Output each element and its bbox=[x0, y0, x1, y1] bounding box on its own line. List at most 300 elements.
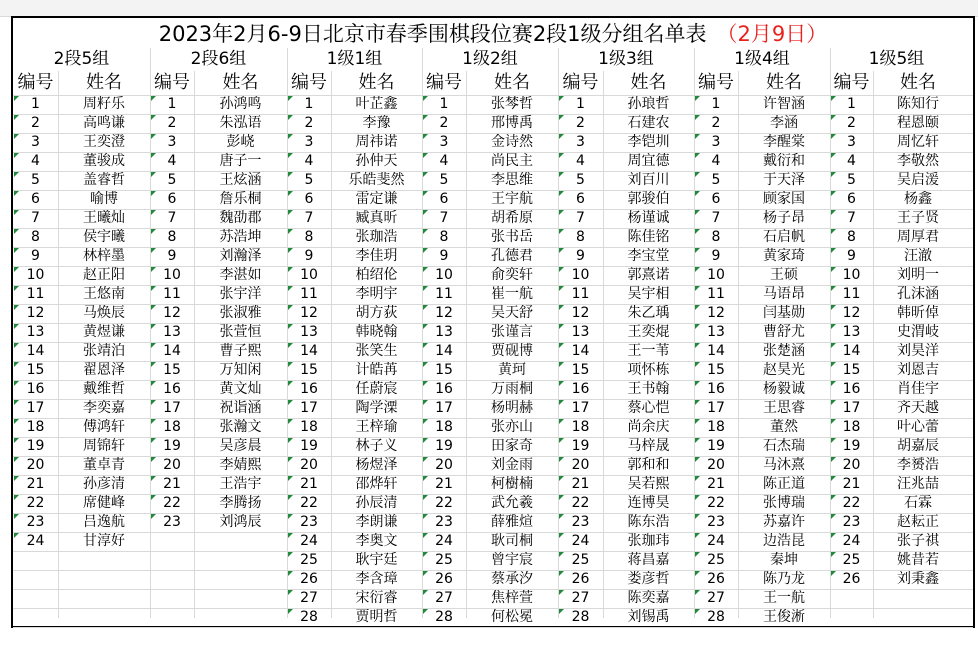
player-number: 5 bbox=[576, 172, 585, 188]
player-number: 11 bbox=[707, 286, 725, 302]
player-name: 李婧熙 bbox=[219, 457, 262, 473]
player-name: 孙鸿鸣 bbox=[219, 96, 262, 112]
player-name: 周籽乐 bbox=[83, 96, 125, 112]
table-row bbox=[558, 570, 694, 589]
player-number: 18 bbox=[707, 419, 725, 435]
player-number: 4 bbox=[711, 153, 721, 169]
player-number: 13 bbox=[435, 324, 453, 340]
table-row bbox=[422, 285, 558, 304]
table-row bbox=[558, 133, 694, 152]
table-row bbox=[287, 114, 422, 133]
table-row bbox=[694, 456, 830, 475]
player-name: 杨谨诚 bbox=[627, 210, 670, 226]
row-gridline bbox=[13, 266, 973, 267]
player-name: 闫基勋 bbox=[763, 305, 805, 321]
player-name: 马沐熹 bbox=[763, 457, 805, 473]
player-name: 郭和和 bbox=[627, 457, 670, 473]
player-number: 21 bbox=[163, 476, 181, 492]
table-row bbox=[13, 133, 150, 152]
player-name: 杨子昂 bbox=[763, 210, 805, 226]
table-row bbox=[287, 285, 422, 304]
table-row bbox=[558, 266, 694, 285]
table-row bbox=[13, 266, 150, 285]
player-name: 王宇航 bbox=[491, 191, 533, 207]
player-number: 3 bbox=[304, 134, 314, 150]
table-row bbox=[287, 247, 422, 266]
table-row bbox=[694, 209, 830, 228]
player-name: 何松冕 bbox=[491, 609, 533, 625]
table-row bbox=[694, 399, 830, 418]
row-gridline bbox=[13, 304, 973, 305]
player-name: 韩昕倬 bbox=[897, 305, 939, 321]
player-number: 25 bbox=[707, 552, 725, 568]
player-number: 7 bbox=[439, 210, 449, 226]
player-number: 7 bbox=[31, 210, 40, 226]
player-name: 吴天舒 bbox=[491, 305, 533, 321]
column-header-name: 姓名 bbox=[86, 72, 122, 93]
table-row bbox=[422, 323, 558, 342]
player-number: 7 bbox=[847, 210, 856, 226]
table-row bbox=[694, 380, 830, 399]
table-row bbox=[558, 532, 694, 551]
player-name: 孔沫涵 bbox=[897, 286, 939, 302]
player-number: 6 bbox=[439, 191, 449, 207]
player-number: 6 bbox=[167, 191, 177, 207]
player-name: 张棽哲 bbox=[491, 96, 533, 112]
player-number: 2 bbox=[576, 115, 585, 131]
column-header-number: 编号 bbox=[833, 72, 870, 93]
player-name: 姚昔若 bbox=[897, 552, 939, 568]
player-name: 张瀚文 bbox=[219, 419, 262, 435]
player-number: 1 bbox=[167, 96, 177, 112]
player-number: 3 bbox=[576, 134, 585, 150]
player-name: 苏嘉许 bbox=[763, 514, 805, 530]
player-number: 21 bbox=[571, 476, 590, 492]
table-row bbox=[13, 361, 150, 380]
player-number: 14 bbox=[435, 343, 453, 359]
table-row bbox=[694, 228, 830, 247]
player-number: 9 bbox=[847, 248, 856, 264]
table-row bbox=[830, 380, 963, 399]
player-name: 柯樹楠 bbox=[491, 476, 533, 492]
table-row bbox=[558, 285, 694, 304]
table-row bbox=[694, 114, 830, 133]
player-name: 吕逸航 bbox=[83, 514, 125, 530]
player-name: 朱乙瑀 bbox=[627, 305, 670, 321]
player-name: 薛雅煊 bbox=[491, 514, 533, 530]
player-number: 26 bbox=[842, 571, 861, 587]
player-number: 17 bbox=[571, 400, 590, 416]
player-number: 28 bbox=[300, 609, 318, 625]
table-row bbox=[150, 266, 287, 285]
player-number: 3 bbox=[847, 134, 856, 150]
player-number: 7 bbox=[576, 210, 585, 226]
table-row bbox=[150, 437, 287, 456]
table-row bbox=[150, 494, 287, 513]
player-name: 刘秉鑫 bbox=[897, 571, 939, 587]
column-header-number: 编号 bbox=[562, 72, 599, 93]
player-name: 李含璋 bbox=[355, 571, 398, 587]
player-name: 黄家琦 bbox=[763, 248, 805, 264]
spreadsheet-bottom-strip bbox=[0, 628, 978, 655]
table-row bbox=[150, 342, 287, 361]
row-gridline bbox=[13, 475, 973, 476]
player-number: 3 bbox=[711, 134, 721, 150]
table-row bbox=[694, 513, 830, 532]
player-number: 2 bbox=[711, 115, 721, 131]
player-number: 11 bbox=[842, 286, 861, 302]
player-name: 盖睿哲 bbox=[83, 172, 125, 188]
column-header-name: 姓名 bbox=[630, 72, 667, 93]
table-row bbox=[558, 437, 694, 456]
player-name: 周宜德 bbox=[627, 153, 670, 169]
player-number: 15 bbox=[571, 362, 590, 378]
player-name: 李湛如 bbox=[219, 267, 262, 283]
player-number: 26 bbox=[707, 571, 725, 587]
player-number: 19 bbox=[842, 438, 861, 454]
table-row bbox=[422, 399, 558, 418]
player-name: 张子祺 bbox=[897, 533, 939, 549]
player-name: 黄煜谦 bbox=[83, 324, 125, 340]
player-name: 尚民主 bbox=[491, 153, 533, 169]
player-name: 孙辰清 bbox=[355, 495, 398, 511]
player-number: 5 bbox=[31, 172, 40, 188]
player-name: 张珈玮 bbox=[627, 533, 670, 549]
player-name: 许智涵 bbox=[763, 96, 805, 112]
table-row bbox=[694, 551, 830, 570]
row-gridline bbox=[13, 152, 973, 153]
table-row bbox=[13, 152, 150, 171]
player-name: 柏绍伦 bbox=[355, 267, 398, 283]
player-number: 8 bbox=[31, 229, 40, 245]
table-row bbox=[558, 209, 694, 228]
player-name: 王浩宇 bbox=[219, 476, 262, 492]
table-row bbox=[422, 380, 558, 399]
player-name: 黄文灿 bbox=[219, 381, 262, 397]
player-number: 24 bbox=[842, 533, 861, 549]
table-row bbox=[150, 418, 287, 437]
table-row bbox=[422, 95, 558, 114]
player-number: 2 bbox=[304, 115, 314, 131]
table-row bbox=[830, 190, 963, 209]
table-row bbox=[422, 532, 558, 551]
player-name: 陈奕嘉 bbox=[627, 590, 670, 606]
table-row bbox=[150, 380, 287, 399]
table-row bbox=[13, 190, 150, 209]
table-row bbox=[558, 171, 694, 190]
player-number: 9 bbox=[576, 248, 585, 264]
player-name: 杨毅诚 bbox=[763, 381, 805, 397]
player-number: 14 bbox=[842, 343, 861, 359]
player-number: 23 bbox=[163, 514, 181, 530]
player-name: 郭骏伯 bbox=[627, 191, 670, 207]
player-number: 4 bbox=[576, 153, 585, 169]
player-name: 石霖 bbox=[904, 495, 932, 511]
player-name: 叶芷鑫 bbox=[355, 96, 398, 112]
table-row bbox=[830, 456, 963, 475]
player-name: 刘百川 bbox=[627, 172, 670, 188]
table-row bbox=[287, 494, 422, 513]
roster-table bbox=[11, 16, 975, 628]
player-number: 6 bbox=[31, 191, 40, 207]
row-gridline bbox=[13, 380, 973, 381]
player-number: 28 bbox=[571, 609, 590, 625]
column-header-name: 姓名 bbox=[222, 72, 259, 93]
player-name: 计皓苒 bbox=[355, 362, 398, 378]
table-row bbox=[558, 114, 694, 133]
player-name: 张萱恒 bbox=[219, 324, 262, 340]
player-number: 10 bbox=[435, 267, 453, 283]
player-name: 张楚涵 bbox=[763, 343, 805, 359]
table-row bbox=[422, 570, 558, 589]
player-name: 祝诣涵 bbox=[219, 400, 262, 416]
table-row bbox=[13, 380, 150, 399]
player-number: 21 bbox=[842, 476, 861, 492]
player-number: 22 bbox=[842, 495, 861, 511]
player-number: 20 bbox=[435, 457, 453, 473]
row-gridline bbox=[13, 342, 973, 343]
player-name: 张淑雅 bbox=[219, 305, 262, 321]
player-number: 17 bbox=[435, 400, 453, 416]
player-name: 李赟浩 bbox=[897, 457, 939, 473]
player-number: 9 bbox=[711, 248, 721, 264]
player-name: 邵烨轩 bbox=[355, 476, 398, 492]
table-row bbox=[287, 171, 422, 190]
player-number: 24 bbox=[707, 533, 725, 549]
player-name: 王书翰 bbox=[627, 381, 670, 397]
table-row bbox=[13, 323, 150, 342]
player-name: 陈乃龙 bbox=[763, 571, 805, 587]
player-name: 叶心蕾 bbox=[897, 419, 939, 435]
column-header-name: 姓名 bbox=[494, 72, 530, 93]
player-number: 1 bbox=[304, 96, 314, 112]
player-number: 11 bbox=[571, 286, 590, 302]
player-name: 张珈浩 bbox=[355, 229, 398, 245]
table-row bbox=[150, 228, 287, 247]
table-row bbox=[558, 456, 694, 475]
player-number: 10 bbox=[26, 267, 45, 283]
player-name: 王一苇 bbox=[627, 343, 670, 359]
player-number: 25 bbox=[571, 552, 590, 568]
table-row bbox=[558, 342, 694, 361]
player-name: 史渭岐 bbox=[897, 324, 939, 340]
player-name: 王子贤 bbox=[897, 210, 939, 226]
player-number: 13 bbox=[707, 324, 725, 340]
table-row bbox=[13, 513, 150, 532]
player-name: 彭峣 bbox=[226, 134, 255, 150]
player-name: 周厚君 bbox=[897, 229, 939, 245]
table-row bbox=[287, 418, 422, 437]
table-row bbox=[558, 608, 694, 627]
player-number: 26 bbox=[300, 571, 318, 587]
player-number: 10 bbox=[163, 267, 181, 283]
player-name: 焦梓萱 bbox=[491, 590, 533, 606]
player-number: 11 bbox=[163, 286, 181, 302]
player-number: 24 bbox=[26, 533, 45, 549]
table-row bbox=[287, 304, 422, 323]
player-name: 汪澈 bbox=[904, 248, 932, 264]
table-row bbox=[422, 304, 558, 323]
player-number: 10 bbox=[707, 267, 725, 283]
player-name: 俞奕轩 bbox=[491, 267, 533, 283]
player-number: 3 bbox=[31, 134, 40, 150]
player-name: 曹舒尤 bbox=[763, 324, 805, 340]
player-number: 12 bbox=[300, 305, 318, 321]
player-number: 8 bbox=[439, 229, 449, 245]
table-row bbox=[13, 285, 150, 304]
table-row bbox=[13, 228, 150, 247]
table-row bbox=[830, 228, 963, 247]
player-name: 王硕 bbox=[770, 267, 798, 283]
table-row bbox=[830, 418, 963, 437]
player-name: 项怀栋 bbox=[627, 362, 670, 378]
table-row bbox=[558, 95, 694, 114]
group-name: 2段5组 bbox=[53, 49, 110, 69]
column-header-number: 编号 bbox=[698, 72, 734, 93]
group-name: 1级1组 bbox=[326, 49, 383, 69]
table-row bbox=[830, 399, 963, 418]
table-row bbox=[422, 266, 558, 285]
player-number: 9 bbox=[31, 248, 40, 264]
player-number: 27 bbox=[707, 590, 725, 606]
row-gridline bbox=[13, 209, 973, 210]
table-row bbox=[694, 190, 830, 209]
player-number: 12 bbox=[707, 305, 725, 321]
player-number: 13 bbox=[26, 324, 45, 340]
column-header-number: 编号 bbox=[426, 72, 462, 93]
player-number: 28 bbox=[435, 609, 453, 625]
player-number: 12 bbox=[163, 305, 181, 321]
player-name: 耿司桐 bbox=[491, 533, 533, 549]
player-name: 王曦灿 bbox=[83, 210, 125, 226]
table-row bbox=[830, 114, 963, 133]
table-row bbox=[558, 323, 694, 342]
player-name: 蔡承汐 bbox=[491, 571, 533, 587]
player-number: 2 bbox=[167, 115, 177, 131]
table-row bbox=[694, 266, 830, 285]
table-row bbox=[287, 361, 422, 380]
player-name: 胡嘉辰 bbox=[897, 438, 939, 454]
player-name: 石启帆 bbox=[763, 229, 805, 245]
title-text: 2023年2月6-9日北京市春季围棋段位赛2段1级分组名单表 bbox=[158, 22, 707, 46]
player-name: 乐皓斐然 bbox=[348, 172, 405, 188]
player-number: 6 bbox=[847, 191, 856, 207]
table-row bbox=[830, 494, 963, 513]
player-number: 27 bbox=[435, 590, 453, 606]
table-row bbox=[287, 570, 422, 589]
table-row bbox=[558, 190, 694, 209]
player-name: 连博昊 bbox=[627, 495, 670, 511]
player-name: 王俊淅 bbox=[763, 609, 805, 625]
player-number: 10 bbox=[300, 267, 318, 283]
player-number: 1 bbox=[439, 96, 449, 112]
table-row bbox=[694, 475, 830, 494]
player-name: 陈正道 bbox=[763, 476, 805, 492]
table-row bbox=[150, 285, 287, 304]
player-name: 边浩昆 bbox=[763, 533, 805, 549]
column-header-number: 编号 bbox=[154, 72, 190, 93]
player-name: 陶学溧 bbox=[355, 400, 398, 416]
player-name: 周锦轩 bbox=[83, 438, 125, 454]
player-number: 21 bbox=[300, 476, 318, 492]
row-gridline bbox=[13, 494, 973, 495]
table-row bbox=[150, 209, 287, 228]
player-number: 27 bbox=[571, 590, 590, 606]
player-name: 赵昊光 bbox=[763, 362, 805, 378]
table-row bbox=[13, 399, 150, 418]
player-name: 吴若熙 bbox=[627, 476, 670, 492]
table-row bbox=[287, 532, 422, 551]
table-row bbox=[558, 361, 694, 380]
player-number: 23 bbox=[26, 514, 45, 530]
player-number: 19 bbox=[300, 438, 318, 454]
table-row bbox=[287, 437, 422, 456]
player-name: 李腾扬 bbox=[219, 495, 262, 511]
table-row bbox=[694, 570, 830, 589]
table-row bbox=[150, 456, 287, 475]
player-name: 吴彦晨 bbox=[219, 438, 262, 454]
player-name: 曾宇宸 bbox=[491, 552, 533, 568]
table-row bbox=[287, 266, 422, 285]
player-name: 魏劭郡 bbox=[219, 210, 262, 226]
player-name: 周忆轩 bbox=[897, 134, 939, 150]
player-number: 4 bbox=[304, 153, 314, 169]
player-name: 席健峰 bbox=[83, 495, 125, 511]
player-number: 6 bbox=[711, 191, 721, 207]
player-number: 19 bbox=[435, 438, 453, 454]
player-number: 7 bbox=[304, 210, 314, 226]
table-row bbox=[287, 228, 422, 247]
table-row bbox=[830, 285, 963, 304]
player-number: 7 bbox=[711, 210, 721, 226]
table-row bbox=[694, 532, 830, 551]
table-row bbox=[13, 171, 150, 190]
row-gridline bbox=[13, 361, 973, 362]
player-number: 5 bbox=[847, 172, 856, 188]
table-row bbox=[150, 171, 287, 190]
player-number: 14 bbox=[26, 343, 45, 359]
table-row bbox=[422, 152, 558, 171]
groups-grid bbox=[13, 48, 973, 625]
player-number: 5 bbox=[711, 172, 721, 188]
player-name: 杨明赫 bbox=[491, 400, 533, 416]
table-row bbox=[694, 418, 830, 437]
player-number: 22 bbox=[571, 495, 590, 511]
table-row bbox=[287, 456, 422, 475]
player-number: 18 bbox=[163, 419, 181, 435]
player-number: 13 bbox=[163, 324, 181, 340]
player-number: 14 bbox=[163, 343, 181, 359]
column-header-number: 编号 bbox=[291, 72, 327, 93]
player-number: 5 bbox=[167, 172, 177, 188]
table-row bbox=[422, 551, 558, 570]
player-number: 21 bbox=[26, 476, 45, 492]
player-name: 王炫涵 bbox=[219, 172, 262, 188]
player-name: 赵正阳 bbox=[83, 267, 125, 283]
player-name: 尚余庆 bbox=[627, 419, 670, 435]
player-name: 周祎诺 bbox=[355, 134, 398, 150]
player-number: 26 bbox=[571, 571, 590, 587]
player-number: 4 bbox=[31, 153, 40, 169]
player-name: 邢博禹 bbox=[491, 115, 533, 131]
table-row bbox=[830, 133, 963, 152]
player-name: 蔡心恺 bbox=[627, 400, 670, 416]
player-name: 侯宇曦 bbox=[83, 229, 125, 245]
spreadsheet-top-strip bbox=[0, 0, 978, 17]
table-row bbox=[694, 133, 830, 152]
table-row bbox=[150, 304, 287, 323]
table-row bbox=[422, 361, 558, 380]
